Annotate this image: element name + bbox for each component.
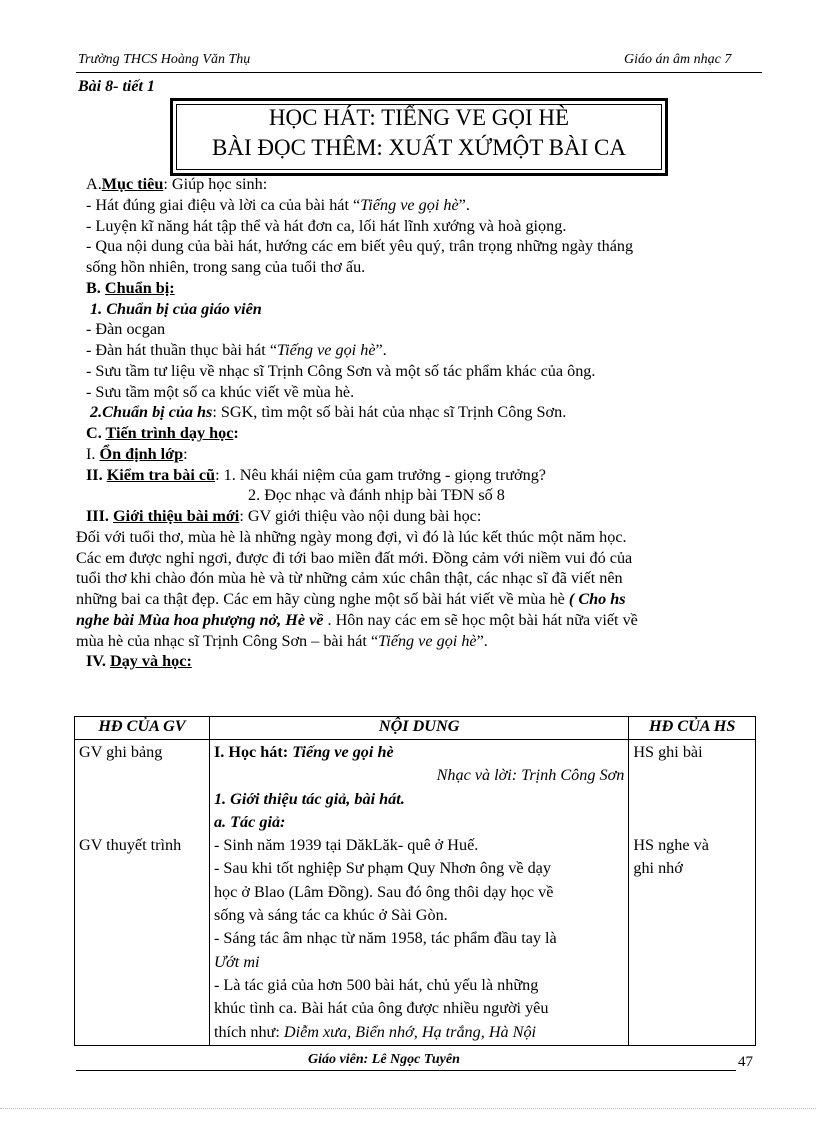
- intro-paragraph-4: những bai ca thật đẹp. Các em hãy cùng nghe một số bài hát viết về mùa hè ( Cho hs: [76, 590, 626, 608]
- header-divider: [76, 72, 762, 73]
- teacher-prep-2: - Đàn hát thuần thục bài hát “Tiếng ve gọi hè”.: [86, 341, 387, 359]
- objective-3-line-1: - Qua nội dung của bài hát, hướng các em biết yêu quý, trân trọng những ngày tháng: [86, 237, 634, 256]
- teacher-prep-1: - Đàn ocgan: [86, 320, 166, 339]
- table-header-row: [75, 717, 756, 740]
- content-line-5: - Sáng tác âm nhạc từ năm 1958, tác phẩm đầu tay là: [213, 929, 557, 948]
- lesson-table: [74, 716, 756, 1046]
- title-line-1: HỌC HÁT: TIẾNG VE GỌI HÈ: [268, 105, 570, 130]
- content-line-4: sống và sáng tác ca khúc ở Sài Gòn.: [213, 906, 448, 925]
- student-activity-2-line-1: HS nghe và: [633, 836, 709, 855]
- step-2-question-2: 2. Đọc nhạc và đánh nhịp bài TĐN số 8: [248, 486, 505, 505]
- content-line-9: thích như: Diễm xưa, Biển nhớ, Hạ trắng, Hà Nội: [213, 1022, 537, 1041]
- student-prep: 2.Chuẩn bị của hs: SGK, tìm một số bài hát của nhạc sĩ Trịnh Công Sơn.: [90, 403, 567, 422]
- header-teacher-activity: HĐ CỦA GV: [75, 717, 210, 740]
- objective-2: - Luyện kĩ năng hát tập thể và hát đơn ca, lối hát lĩnh xướng và hoà giọng.: [86, 216, 567, 235]
- table-row: [75, 740, 756, 1046]
- intro-paragraph-6: mùa hè của nhạc sĩ Trịnh Công Sơn – bài hát “Tiếng ve gọi hè”.: [76, 631, 488, 650]
- step-2: II. Kiểm tra bài cũ: 1. Nêu khái niệm của gam trưởng - giọng trưởng?: [86, 465, 546, 484]
- author-heading: a. Tác giả:: [213, 812, 286, 831]
- section-iv-heading: IV. Dạy và học:: [86, 652, 192, 671]
- content-line-8: khúc tình ca. Bài hát của ông được nhiều người yêu: [213, 999, 549, 1018]
- intro-heading: 1. Giới thiệu tác giả, bài hát.: [213, 789, 405, 808]
- lesson-body: [76, 174, 762, 672]
- objective-1: - Hát đúng giai điệu và lời ca của bài hát “Tiếng ve gọi hè”.: [86, 195, 470, 214]
- intro-paragraph-5: nghe bài Mùa hoa phượng nở, Hè về . Hôn nay các em sẽ học một bài hát nữa viết về: [76, 610, 638, 629]
- page-bottom-dotted-border: [0, 1108, 816, 1109]
- teacher-activity-2: GV thuyết trình: [79, 836, 182, 855]
- header-content: NỘI DUNG: [209, 717, 628, 740]
- content-cell: [209, 740, 628, 1046]
- page-number: 47: [738, 1054, 753, 1070]
- student-activity-1: HS ghi bài: [633, 743, 703, 761]
- content-line-7: - Là tác giả của hơn 500 bài hát, chủ yếu là những: [213, 975, 539, 994]
- header-subject: Giáo án âm nhạc 7: [624, 52, 732, 67]
- section-b-heading: B. Chuẩn bị:: [86, 278, 175, 297]
- song-heading: I. Học hát: Tiếng ve gọi hè: [213, 743, 394, 761]
- teacher-activity-1: GV ghi bảng: [79, 743, 163, 761]
- footer-divider: [76, 1070, 736, 1071]
- teacher-prep-3: - Sưu tầm tư liệu về nhạc sĩ Trịnh Công Sơn và một số tác phẩm khác của ông.: [86, 361, 596, 380]
- teacher-prep-heading: 1. Chuẩn bị của giáo viên: [90, 299, 262, 318]
- step-1: I. Ổn định lớp:: [86, 444, 188, 463]
- title-box: [170, 98, 668, 176]
- student-activity-2-line-2: ghi nhớ: [633, 859, 683, 878]
- content-line-3: học ở Blao (Lâm Đồng). Sau đó ông thôi dạy học về: [213, 882, 554, 901]
- intro-paragraph-3: tuổi thơ khi chào đón mùa hè và từ những cảm xúc chân thật, các nhạc sĩ đã viết nên: [76, 569, 623, 588]
- song-author: Nhạc và lời: Trịnh Công Sơn: [436, 766, 625, 785]
- student-activity-cell: [629, 740, 756, 1046]
- intro-paragraph-2: Các em được nghỉ ngơi, được đi tới bao miền đất mới. Đồng cảm với niềm vui đó của: [76, 548, 633, 567]
- teacher-prep-4: - Sưu tầm một số ca khúc viết về mùa hè.: [86, 382, 355, 401]
- title-line-2: BÀI ĐỌC THÊM: XUẤT XỨMỘT BÀI CA: [212, 135, 626, 160]
- header-student-activity: HĐ CỦA HS: [629, 717, 756, 740]
- teacher-activity-cell: [75, 740, 210, 1046]
- section-a-heading: A.Mục tiêu: Giúp học sinh:: [86, 175, 268, 193]
- section-c-heading: C. Tiến trình dạy học:: [86, 424, 239, 442]
- content-line-1: - Sinh năm 1939 tại DăkLăk- quê ở Huế.: [213, 836, 479, 855]
- step-3: III. Giới thiệu bài mới: GV giới thiệu vào nội dung bài học:: [86, 507, 482, 525]
- objective-3-line-2: sống hồn nhiên, trong sang của tuổi thơ ấu.: [86, 258, 366, 276]
- lesson-number: Bài 8- tiết 1: [78, 78, 155, 95]
- intro-paragraph-1: Đối với tuổi thơ, mùa hè là những ngày mong đợi, vì đó là lúc kết thúc một năm học.: [76, 527, 627, 546]
- header-school: Trường THCS Hoàng Văn Thụ: [78, 52, 251, 67]
- content-line-6: Ướt mi: [213, 952, 260, 971]
- footer-teacher: Giáo viên: Lê Ngọc Tuyên: [308, 1052, 460, 1067]
- content-line-2: - Sau khi tốt nghiệp Sư phạm Quy Nhơn ông về dạy: [213, 859, 551, 878]
